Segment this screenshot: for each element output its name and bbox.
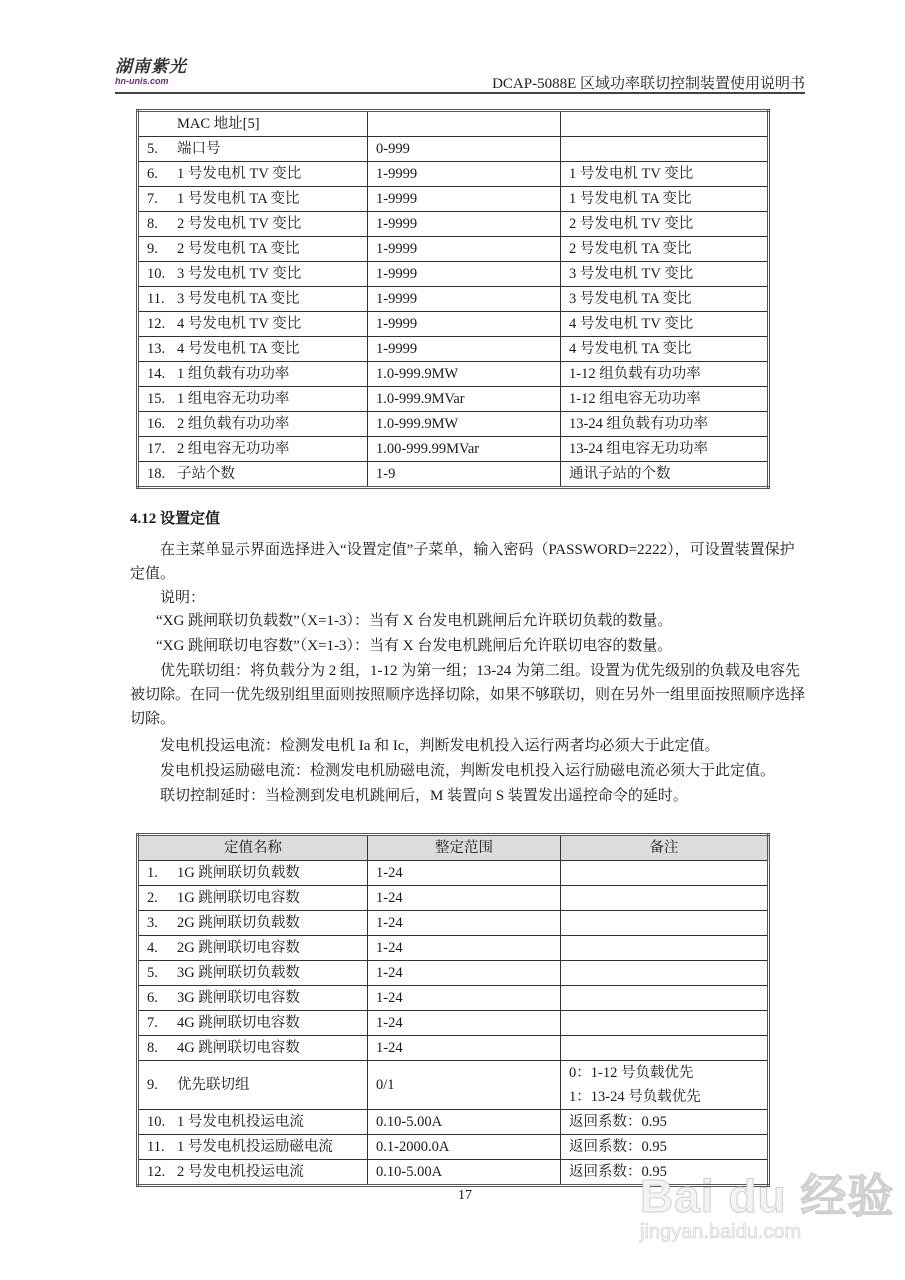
- cell-range: 1-24: [368, 986, 561, 1011]
- watermark-logo-text: Bai du 经验: [640, 1170, 895, 1222]
- table-row: [138, 262, 769, 287]
- row-number: 14.: [147, 366, 166, 382]
- setting-name: 4G 跳闸联切电容数: [177, 1040, 300, 1056]
- setting-name: 4 号发电机 TA 变比: [177, 341, 300, 357]
- cell-name: [138, 986, 368, 1011]
- row-number: 6.: [147, 166, 158, 182]
- setting-name: 1G 跳闸联切负载数: [177, 865, 300, 881]
- paragraph-capacitor-count: “XG 跳闸联切电容数”（X=1-3）：当有 X 台发电机跳闸后允许联切电容的数量。: [156, 638, 673, 654]
- cell-note: 返回系数：0.95: [561, 1110, 769, 1135]
- cell-name: [138, 886, 368, 911]
- paragraph-gen-current: 发电机投运电流：检测发电机 Ia 和 Ic，判断发电机投入运行两者均必须大于此定值。: [160, 738, 720, 754]
- company-logo: [115, 58, 187, 86]
- cell-note: 1 号发电机 TA 变比: [561, 187, 769, 212]
- cell-name: [138, 111, 368, 137]
- cell-range: 1-24: [368, 1036, 561, 1061]
- cell-note: [561, 1011, 769, 1036]
- cell-range: 1-24: [368, 886, 561, 911]
- cell-name: [138, 961, 368, 986]
- cell-name: [138, 262, 368, 287]
- table-row: [138, 911, 769, 936]
- row-number: 6.: [147, 990, 158, 1006]
- table-row: [138, 312, 769, 337]
- cell-note: 4 号发电机 TA 变比: [561, 337, 769, 362]
- row-number: 5.: [147, 141, 158, 157]
- cell-range: 0-999: [368, 137, 561, 162]
- row-number: 12.: [147, 1164, 166, 1180]
- table-row: [138, 936, 769, 961]
- cell-note: 1 号发电机 TV 变比: [561, 162, 769, 187]
- setting-name: 2 组电容无功功率: [177, 441, 290, 457]
- cell-name: [138, 137, 368, 162]
- row-number: 10.: [147, 1114, 166, 1130]
- cell-name: [138, 1135, 368, 1160]
- cell-note: 4 号发电机 TV 变比: [561, 312, 769, 337]
- cell-name: [138, 1061, 368, 1110]
- table-row: [138, 162, 769, 187]
- setting-name: 2 号发电机投运电流: [177, 1164, 304, 1180]
- cell-range: 1-9999: [368, 287, 561, 312]
- setting-name: 1 号发电机投运电流: [177, 1114, 304, 1130]
- cell-note: 2 号发电机 TA 变比: [561, 237, 769, 262]
- table-row: [138, 961, 769, 986]
- setting-name: 2 组负载有功功率: [177, 416, 290, 432]
- cell-name: [138, 212, 368, 237]
- table-row: [138, 1011, 769, 1036]
- setting-name: 1 号发电机 TV 变比: [177, 166, 302, 182]
- table-row: [138, 111, 769, 137]
- cell-name: [138, 1160, 368, 1186]
- paragraph-intro: 在主菜单显示界面选择进入“设置定值”子菜单，输入密码（PASSWORD=2222），可设置装置保护定值。: [130, 542, 795, 582]
- setting-name: 3G 跳闸联切电容数: [177, 990, 300, 1006]
- cell-name: [138, 1011, 368, 1036]
- table-row: [138, 861, 769, 886]
- cell-note: [561, 886, 769, 911]
- paragraph-load-count: “XG 跳闸联切负载数”（X=1-3）：当有 X 台发电机跳闸后允许联切负载的数量。: [156, 613, 673, 629]
- setting-name: 4G 跳闸联切电容数: [177, 1015, 300, 1031]
- paragraph-priority-group: 优先联切组：将负载分为 2 组，1-12 为第一组；13-24 为第二组。设置为优先级别的负载及电容先被切除。在同一优先级别组里面则按照顺序选择切除，如果不够联切，则在另外一组里面按照顺序选择切除。: [130, 663, 806, 727]
- table-row: [138, 237, 769, 262]
- cell-range: 1-24: [368, 861, 561, 886]
- row-number: 1.: [147, 865, 158, 881]
- cell-name: [138, 1110, 368, 1135]
- setting-name: 子站个数: [177, 466, 235, 482]
- table-row: [138, 387, 769, 412]
- cell-range: 1-9999: [368, 187, 561, 212]
- row-number: 5.: [147, 965, 158, 981]
- cell-note: [561, 137, 769, 162]
- cell-note: [561, 986, 769, 1011]
- cell-range: 0/1: [368, 1061, 561, 1110]
- cell-note: [561, 1036, 769, 1061]
- cell-range: 1-9999: [368, 237, 561, 262]
- cell-range: 1-9999: [368, 212, 561, 237]
- setting-name: 优先联切组: [177, 1077, 250, 1093]
- cell-range: 0.10-5.00A: [368, 1110, 561, 1135]
- table-row: [138, 362, 769, 387]
- row-number: 7.: [147, 1015, 158, 1031]
- cell-note: 返回系数：0.95: [561, 1160, 769, 1186]
- cell-note: 13-24 组负载有功功率: [561, 412, 769, 437]
- setting-name: 1 组电容无功功率: [177, 391, 290, 407]
- paragraph-delay: 联切控制延时：当检测到发电机跳闸后，M 装置向 S 装置发出遥控命令的延时。: [160, 788, 688, 804]
- cell-range: 1-24: [368, 961, 561, 986]
- setting-name: 1 组负载有功功率: [177, 366, 290, 382]
- row-number: 11.: [147, 291, 165, 307]
- table-row: [138, 986, 769, 1011]
- setting-name: 3G 跳闸联切负载数: [177, 965, 300, 981]
- cell-note: [561, 911, 769, 936]
- cell-range: 1.0-999.9MW: [368, 362, 561, 387]
- cell-range: 0.1-2000.0A: [368, 1135, 561, 1160]
- cell-range: 1-9: [368, 462, 561, 488]
- cell-name: [138, 437, 368, 462]
- cell-note: 1-12 组负载有功功率: [561, 362, 769, 387]
- logo-url-text: hn-unis.com: [115, 76, 169, 86]
- note-line: 1：13-24 号负载优先: [569, 1089, 701, 1105]
- cell-note: 返回系数：0.95: [561, 1135, 769, 1160]
- row-number: 8.: [147, 1040, 158, 1056]
- cell-name: [138, 287, 368, 312]
- cell-note: 1-12 组电容无功功率: [561, 387, 769, 412]
- cell-note: [561, 936, 769, 961]
- setting-name: 3 号发电机 TA 变比: [177, 291, 300, 307]
- setting-name: 1G 跳闸联切电容数: [177, 890, 300, 906]
- baidu-watermark: [640, 1172, 894, 1244]
- row-number: 12.: [147, 316, 166, 332]
- setting-name: 3 号发电机 TV 变比: [177, 266, 302, 282]
- setting-name: 端口号: [177, 141, 221, 157]
- table-row: [138, 462, 769, 488]
- row-number: 10.: [147, 266, 166, 282]
- row-number: 7.: [147, 191, 158, 207]
- cell-note: [561, 961, 769, 986]
- cell-note: 通讯子站的个数: [561, 462, 769, 488]
- cell-note: 2 号发电机 TV 变比: [561, 212, 769, 237]
- row-number: 18.: [147, 466, 166, 482]
- cell-name: [138, 936, 368, 961]
- column-header-note: 备注: [561, 835, 769, 861]
- header-divider: [115, 92, 805, 94]
- watermark-url: jingyan.baidu.com: [640, 1221, 802, 1243]
- cell-name: [138, 237, 368, 262]
- row-number: 15.: [147, 391, 166, 407]
- logo-chinese-text: 湖南紫光: [115, 57, 187, 77]
- row-number: 2.: [147, 890, 158, 906]
- cell-range: 1.0-999.9MW: [368, 412, 561, 437]
- cell-name: [138, 312, 368, 337]
- cell-name: [138, 911, 368, 936]
- table-row: [138, 1061, 769, 1110]
- cell-range: 1.00-999.99MVar: [368, 437, 561, 462]
- cell-name: [138, 387, 368, 412]
- cell-name: [138, 462, 368, 488]
- cell-note: [561, 111, 769, 137]
- page-number: 17: [458, 1188, 472, 1203]
- cell-name: [138, 1036, 368, 1061]
- setting-name: 2G 跳闸联切电容数: [177, 940, 300, 956]
- column-header-name: 定值名称: [138, 835, 368, 861]
- setting-name: 2 号发电机 TA 变比: [177, 241, 300, 257]
- setting-name: 2G 跳闸联切负载数: [177, 915, 300, 931]
- cell-range: 1-9999: [368, 337, 561, 362]
- setting-name: 2 号发电机 TV 变比: [177, 216, 302, 232]
- row-number: 3.: [147, 915, 158, 931]
- row-number: 9.: [147, 241, 158, 257]
- table-row: [138, 1110, 769, 1135]
- table-row: [138, 287, 769, 312]
- cell-range: 1-24: [368, 911, 561, 936]
- cell-range: 1-24: [368, 936, 561, 961]
- row-number: 8.: [147, 216, 158, 232]
- table-row: [138, 412, 769, 437]
- table-row: [138, 137, 769, 162]
- cell-note: 13-24 组电容无功功率: [561, 437, 769, 462]
- cell-name: [138, 412, 368, 437]
- page-header: [115, 58, 805, 98]
- cell-range: 0.10-5.00A: [368, 1160, 561, 1186]
- document-title: DCAP-5088E 区域功率联切控制装置使用说明书: [492, 76, 805, 92]
- setting-name: MAC 地址[5]: [177, 116, 260, 132]
- paragraph-excitation-current: 发电机投运励磁电流：检测发电机励磁电流，判断发电机投入运行励磁电流必须大于此定值。: [160, 763, 776, 779]
- table-header-row: [138, 835, 769, 861]
- paragraph-note-label: 说明：: [160, 590, 206, 606]
- table-row: [138, 1036, 769, 1061]
- table-row: [138, 187, 769, 212]
- cell-note: [561, 1061, 769, 1110]
- setting-name: 1 号发电机 TA 变比: [177, 191, 300, 207]
- cell-range: 1-9999: [368, 162, 561, 187]
- setting-values-table: [136, 833, 770, 1187]
- table-row: [138, 337, 769, 362]
- cell-name: [138, 861, 368, 886]
- cell-range: 1-24: [368, 1011, 561, 1036]
- row-number: 17.: [147, 441, 166, 457]
- row-number: 9.: [147, 1077, 158, 1093]
- column-header-range: 整定范围: [368, 835, 561, 861]
- row-number: 11.: [147, 1139, 165, 1155]
- parameter-table-continued: [136, 109, 770, 489]
- section-heading: 4.12 设置定值: [130, 511, 221, 527]
- cell-note: 3 号发电机 TA 变比: [561, 287, 769, 312]
- cell-name: [138, 187, 368, 212]
- cell-name: [138, 337, 368, 362]
- note-line: 0：1-12 号负载优先: [569, 1065, 694, 1081]
- cell-range: 1-9999: [368, 312, 561, 337]
- table-row: [138, 212, 769, 237]
- table-row: [138, 886, 769, 911]
- row-number: 13.: [147, 341, 166, 357]
- cell-range: 1.0-999.9MVar: [368, 387, 561, 412]
- cell-note: 3 号发电机 TV 变比: [561, 262, 769, 287]
- row-number: 16.: [147, 416, 166, 432]
- setting-name: 4 号发电机 TV 变比: [177, 316, 302, 332]
- cell-note: [561, 861, 769, 886]
- cell-name: [138, 362, 368, 387]
- cell-range: 1-9999: [368, 262, 561, 287]
- table-row: [138, 437, 769, 462]
- setting-name: 1 号发电机投运励磁电流: [177, 1139, 333, 1155]
- cell-name: [138, 162, 368, 187]
- cell-range: [368, 111, 561, 137]
- row-number: 4.: [147, 940, 158, 956]
- table-row: [138, 1135, 769, 1160]
